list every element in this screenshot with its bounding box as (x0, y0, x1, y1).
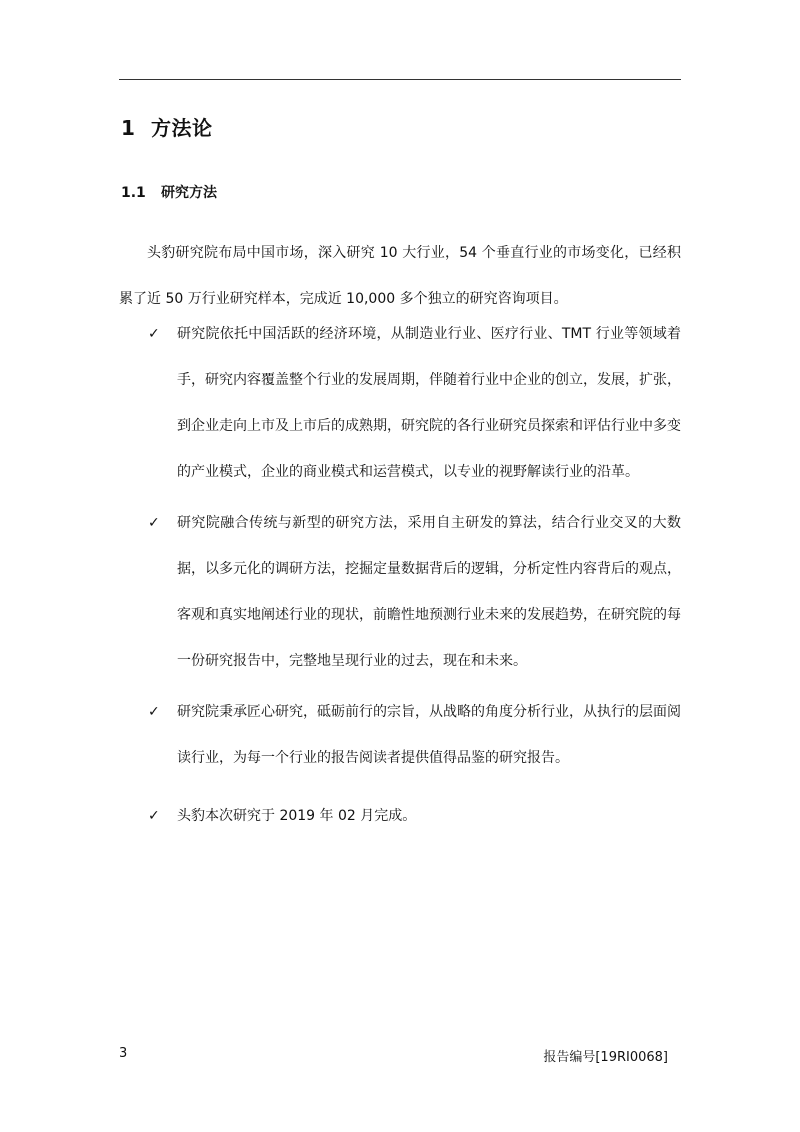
report-id: 报告编号[19RI0068] (543, 1050, 668, 1065)
list-item (148, 500, 681, 684)
section-number: 1 (121, 116, 136, 140)
list-item (148, 311, 681, 495)
subsection-heading (121, 182, 217, 202)
list-item-text: 研究院依托中国活跃的经济环境，从制造业行业、医疗行业、TMT 行业等领域着手，研究内容覆盖整个行业的发展周期，伴随着行业中企业的创立，发展，扩张，到企业走向上市及上市后的成熟期，研究院的各行业研究员探索和评估行业中多变的产业模式，企业的商业模式和运营模式，以专业的视野解读行业的沿革。 (177, 326, 681, 480)
list-item (148, 689, 681, 781)
checkmark-icon: ✓ (148, 704, 160, 720)
header-rule (119, 79, 681, 80)
subsection-number: 1.1 (121, 185, 146, 201)
checkmark-icon: ✓ (148, 326, 160, 342)
page-number: 3 (119, 1046, 128, 1061)
subsection-title: 研究方法 (161, 185, 217, 201)
section-heading (121, 112, 213, 141)
section-title: 方法论 (151, 116, 213, 140)
checkmark-icon: ✓ (148, 808, 160, 824)
list-item-text: 研究院秉承匠心研究，砥砺前行的宗旨，从战略的角度分析行业，从执行的层面阅读行业，为每一个行业的报告阅读者提供值得品鉴的研究报告。 (177, 704, 681, 766)
checkmark-icon: ✓ (148, 515, 160, 531)
list-item-text: 研究院融合传统与新型的研究方法，采用自主研发的算法，结合行业交叉的大数据，以多元化的调研方法，挖掘定量数据背后的逻辑，分析定性内容背后的观点，客观和真实地阐述行业的现状，前瞻性地预测行业未来的发展趋势，在研究院的每一份研究报告中，完整地呈现行业的过去，现在和未来。 (177, 515, 681, 669)
list-item-text: 头豹本次研究于 2019 年 02 月完成。 (177, 808, 417, 824)
intro-paragraph: 头豹研究院布局中国市场，深入研究 10 大行业，54 个垂直行业的市场变化，已经积累了近 50 万行业研究样本，完成近 10,000 多个独立的研究咨询项目。 (119, 245, 681, 307)
list-item (148, 793, 681, 839)
